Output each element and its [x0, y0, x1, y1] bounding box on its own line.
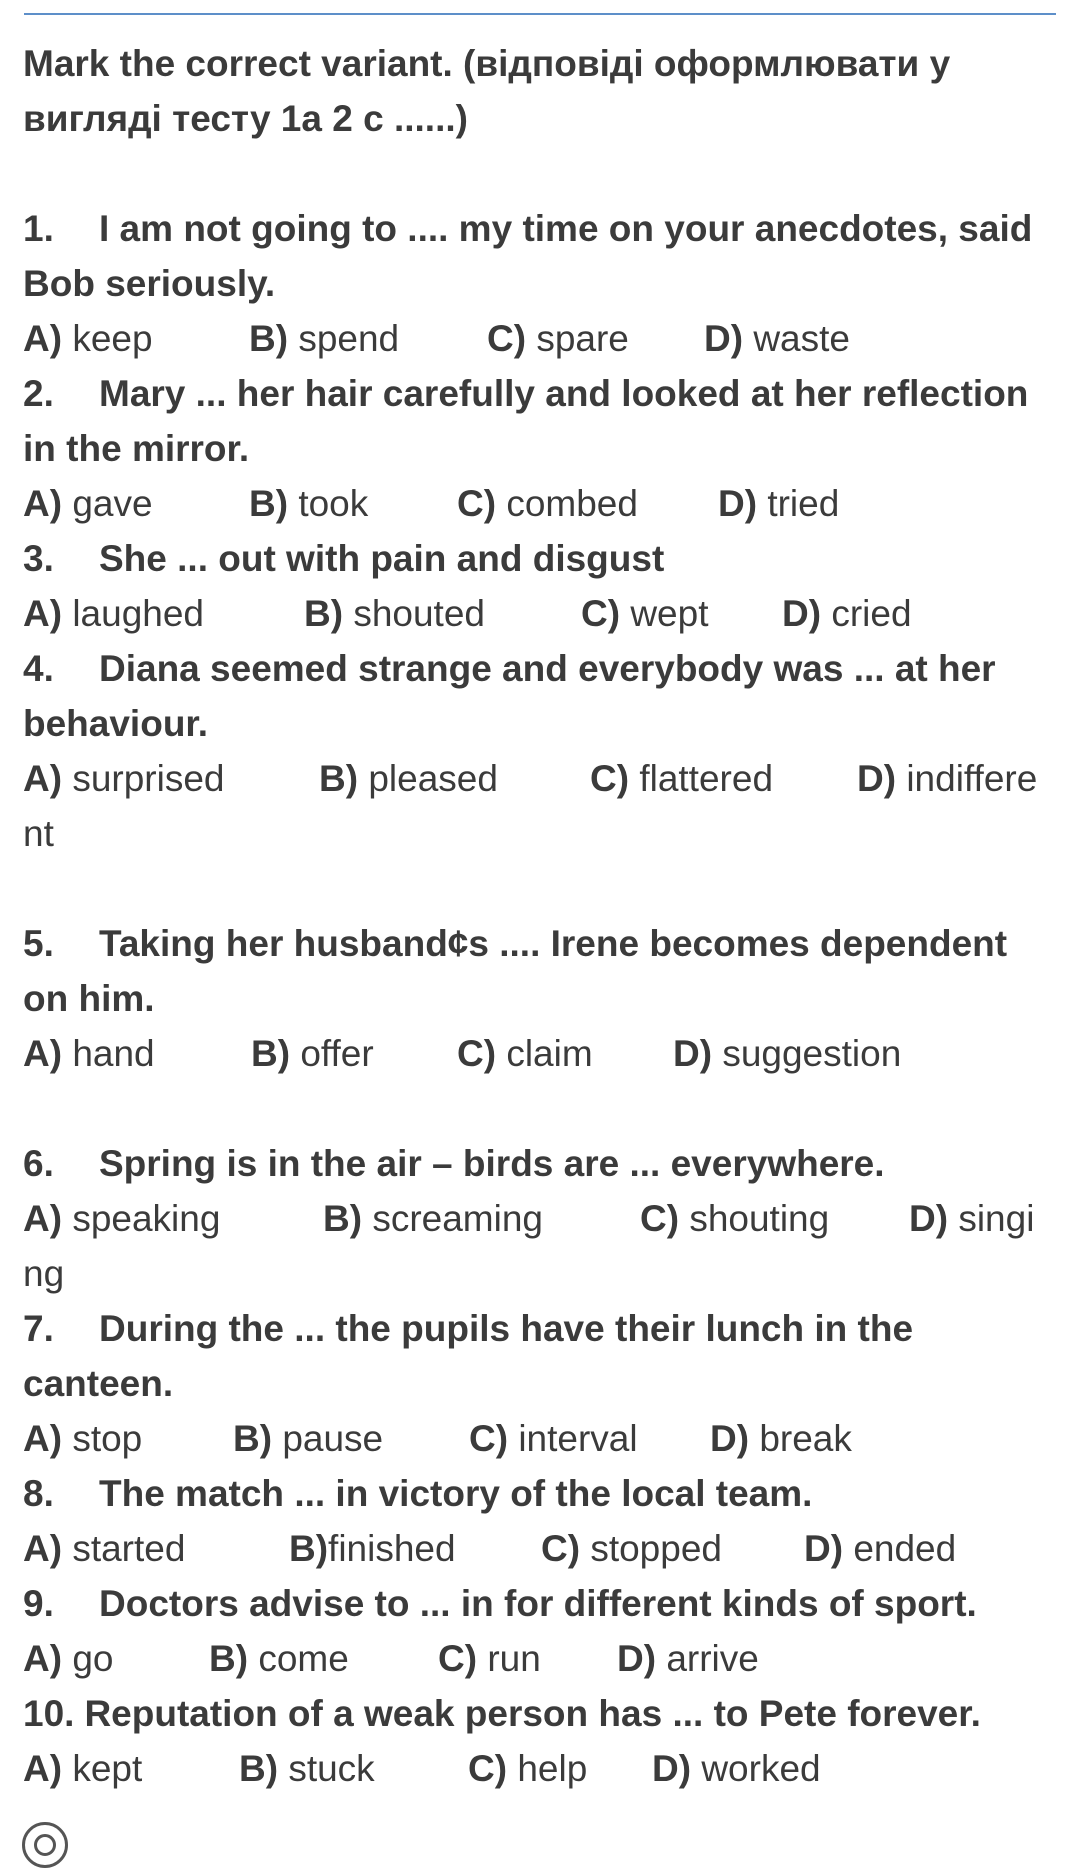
option-word: help: [517, 1748, 588, 1789]
option-b[interactable]: [249, 476, 368, 531]
worksheet: [23, 36, 1058, 1796]
option-letter: B): [304, 593, 344, 634]
question-7: [23, 1301, 1058, 1411]
option-letter: B): [323, 1198, 363, 1239]
option-d[interactable]: [704, 311, 850, 366]
question-text: Doctors advise to ... in for different kinds of sport.: [99, 1583, 977, 1624]
option-letter: A): [23, 1198, 63, 1239]
option-b[interactable]: [304, 586, 485, 641]
option-d[interactable]: [804, 1521, 956, 1576]
option-word: hand: [72, 1033, 155, 1074]
option-letter: D): [652, 1748, 692, 1789]
answer-options-5: [23, 1026, 1058, 1081]
option-word: started: [72, 1528, 186, 1569]
question-number: 8.: [23, 1473, 54, 1514]
option-word: spend: [298, 318, 400, 359]
option-c[interactable]: [640, 1191, 829, 1246]
question-4: [23, 641, 1058, 751]
option-letter: B): [249, 318, 289, 359]
option-letter: D): [857, 758, 897, 799]
option-letter: A): [23, 758, 63, 799]
question-text: Reputation of a weak person has ... to Pete forever.: [84, 1693, 981, 1734]
answer-options-7: [23, 1411, 1058, 1466]
option-a[interactable]: [23, 1521, 185, 1576]
question-number: 4.: [23, 648, 54, 689]
option-word: offer: [300, 1033, 374, 1074]
option-letter: C): [468, 1748, 508, 1789]
question-number: 9.: [23, 1583, 54, 1624]
option-word: run: [487, 1638, 541, 1679]
top-divider: [24, 13, 1056, 15]
option-letter: B): [239, 1748, 279, 1789]
option-word: come: [258, 1638, 349, 1679]
option-b[interactable]: [323, 1191, 543, 1246]
question-2: [23, 366, 1058, 476]
option-letter: D): [673, 1033, 713, 1074]
option-c[interactable]: [487, 311, 629, 366]
instruction: [23, 36, 1058, 146]
option-c[interactable]: [457, 1026, 593, 1081]
option-letter: A): [23, 1528, 63, 1569]
option-c[interactable]: [590, 751, 773, 806]
question-number: 6.: [23, 1143, 54, 1184]
option-b[interactable]: [239, 1741, 375, 1796]
option-letter: C): [590, 758, 630, 799]
option-d[interactable]: [652, 1741, 821, 1796]
question-10: [23, 1686, 1058, 1741]
option-letter: A): [23, 318, 63, 359]
option-c[interactable]: [469, 1411, 638, 1466]
option-word: finished: [328, 1528, 456, 1569]
question-6: [23, 1136, 1058, 1191]
option-letter: C): [469, 1418, 509, 1459]
question-9: [23, 1576, 1058, 1631]
answer-options-10: [23, 1741, 1058, 1796]
option-word: combed: [506, 483, 638, 524]
option-letter: B): [233, 1418, 273, 1459]
question-text: During the ... the pupils have their lunch in the canteen.: [23, 1308, 914, 1404]
option-c[interactable]: [457, 476, 638, 531]
option-letter: B): [289, 1528, 329, 1569]
option-b[interactable]: [251, 1026, 374, 1081]
question-text: I am not going to .... my time on your anecdotes, said Bob seriously.: [23, 208, 1033, 304]
option-word: wept: [630, 593, 709, 634]
option-word: screaming: [372, 1198, 544, 1239]
question-3: [23, 531, 1058, 586]
option-a[interactable]: [23, 1411, 142, 1466]
option-b[interactable]: [289, 1521, 456, 1576]
option-word: surprised: [72, 758, 225, 799]
option-letter: D): [909, 1198, 949, 1239]
question-8: [23, 1466, 1058, 1521]
option-d[interactable]: [857, 751, 1037, 806]
instruction-line-2: вигляді тесту 1а 2 с ......): [23, 98, 468, 139]
option-word: singi: [958, 1198, 1035, 1239]
option-word: flattered: [639, 758, 774, 799]
option-letter: C): [640, 1198, 680, 1239]
option-c[interactable]: [438, 1631, 541, 1686]
question-text: Spring is in the air – birds are ... everywhere.: [99, 1143, 885, 1184]
option-letter: A): [23, 483, 63, 524]
option-a[interactable]: [23, 1631, 113, 1686]
option-d-wrap: ng: [23, 1253, 65, 1294]
option-b[interactable]: [249, 311, 399, 366]
option-word: waste: [753, 318, 850, 359]
option-word: pause: [282, 1418, 384, 1459]
option-letter: C): [457, 1033, 497, 1074]
option-letter: B): [249, 483, 289, 524]
option-word: stuck: [288, 1748, 375, 1789]
option-word: laughed: [72, 593, 205, 634]
option-word: shouting: [689, 1198, 830, 1239]
option-a[interactable]: [23, 586, 204, 641]
option-letter: C): [487, 318, 527, 359]
option-word: claim: [506, 1033, 593, 1074]
question-number: 2.: [23, 373, 54, 414]
option-letter: B): [251, 1033, 291, 1074]
option-a[interactable]: [23, 476, 153, 531]
answer-options-4: [23, 751, 1058, 861]
option-letter: C): [541, 1528, 581, 1569]
option-word: stopped: [590, 1528, 722, 1569]
option-letter: A): [23, 1033, 63, 1074]
question-5: [23, 916, 1058, 1026]
option-letter: C): [438, 1638, 478, 1679]
option-letter: D): [710, 1418, 750, 1459]
option-word: stop: [72, 1418, 143, 1459]
spacer: [23, 861, 1058, 916]
option-a[interactable]: [23, 311, 153, 366]
option-c[interactable]: [541, 1521, 722, 1576]
option-word: break: [759, 1418, 852, 1459]
option-d[interactable]: [710, 1411, 852, 1466]
answer-options-8: [23, 1521, 1058, 1576]
option-a[interactable]: [23, 751, 225, 806]
option-d[interactable]: [782, 586, 912, 641]
option-d-wrap: nt: [23, 813, 54, 854]
option-b[interactable]: [209, 1631, 349, 1686]
option-letter: A): [23, 1418, 63, 1459]
option-word: gave: [72, 483, 153, 524]
answer-options-3: [23, 586, 1058, 641]
option-b[interactable]: [233, 1411, 383, 1466]
option-word: shouted: [353, 593, 485, 634]
question-number: 7.: [23, 1308, 54, 1349]
option-word: cried: [831, 593, 912, 634]
option-word: suggestion: [722, 1033, 902, 1074]
option-letter: D): [718, 483, 758, 524]
option-letter: C): [457, 483, 497, 524]
question-text: Mary ... her hair carefully and looked at her reflection in the mirror.: [23, 373, 1029, 469]
instruction-line-1: Mark the correct variant. (відповіді оформлювати у: [23, 43, 951, 84]
option-letter: A): [23, 1638, 63, 1679]
option-letter: D): [704, 318, 744, 359]
option-word: took: [298, 483, 369, 524]
question-text: Taking her husband¢s .... Irene becomes dependent on him.: [23, 923, 1008, 1019]
option-a[interactable]: [23, 1741, 142, 1796]
option-letter: B): [319, 758, 359, 799]
answer-options-1: [23, 311, 1058, 366]
option-word: kept: [72, 1748, 143, 1789]
option-c[interactable]: [581, 586, 708, 641]
option-word: interval: [518, 1418, 638, 1459]
option-word: indiffere: [906, 758, 1038, 799]
option-d[interactable]: [909, 1191, 1034, 1246]
option-a[interactable]: [23, 1026, 155, 1081]
option-letter: C): [581, 593, 621, 634]
answer-options-9: [23, 1631, 1058, 1686]
option-d[interactable]: [673, 1026, 901, 1081]
option-word: arrive: [666, 1638, 759, 1679]
option-letter: A): [23, 593, 63, 634]
option-word: go: [72, 1638, 114, 1679]
option-word: keep: [72, 318, 153, 359]
question-text: The match ... in victory of the local team.: [99, 1473, 813, 1514]
circle-icon[interactable]: [22, 1822, 68, 1868]
question-number: 10.: [23, 1693, 75, 1734]
option-word: speaking: [72, 1198, 221, 1239]
question-text: Diana seemed strange and everybody was ... at her behaviour.: [23, 648, 996, 744]
option-letter: B): [209, 1638, 249, 1679]
option-d[interactable]: [617, 1631, 759, 1686]
option-word: tried: [767, 483, 840, 524]
question-text: She ... out with pain and disgust: [99, 538, 665, 579]
option-d[interactable]: [718, 476, 839, 531]
option-word: ended: [853, 1528, 957, 1569]
option-word: spare: [536, 318, 629, 359]
spacer: [23, 1081, 1058, 1136]
option-c[interactable]: [468, 1741, 587, 1796]
option-letter: A): [23, 1748, 63, 1789]
question-1: [23, 201, 1058, 311]
question-number: 3.: [23, 538, 54, 579]
option-letter: D): [782, 593, 822, 634]
option-a[interactable]: [23, 1191, 220, 1246]
option-letter: D): [617, 1638, 657, 1679]
question-number: 5.: [23, 923, 54, 964]
option-letter: D): [804, 1528, 844, 1569]
answer-options-6: [23, 1191, 1058, 1301]
option-word: worked: [701, 1748, 821, 1789]
answer-options-2: [23, 476, 1058, 531]
question-number: 1.: [23, 208, 54, 249]
option-word: pleased: [368, 758, 498, 799]
option-b[interactable]: [319, 751, 498, 806]
